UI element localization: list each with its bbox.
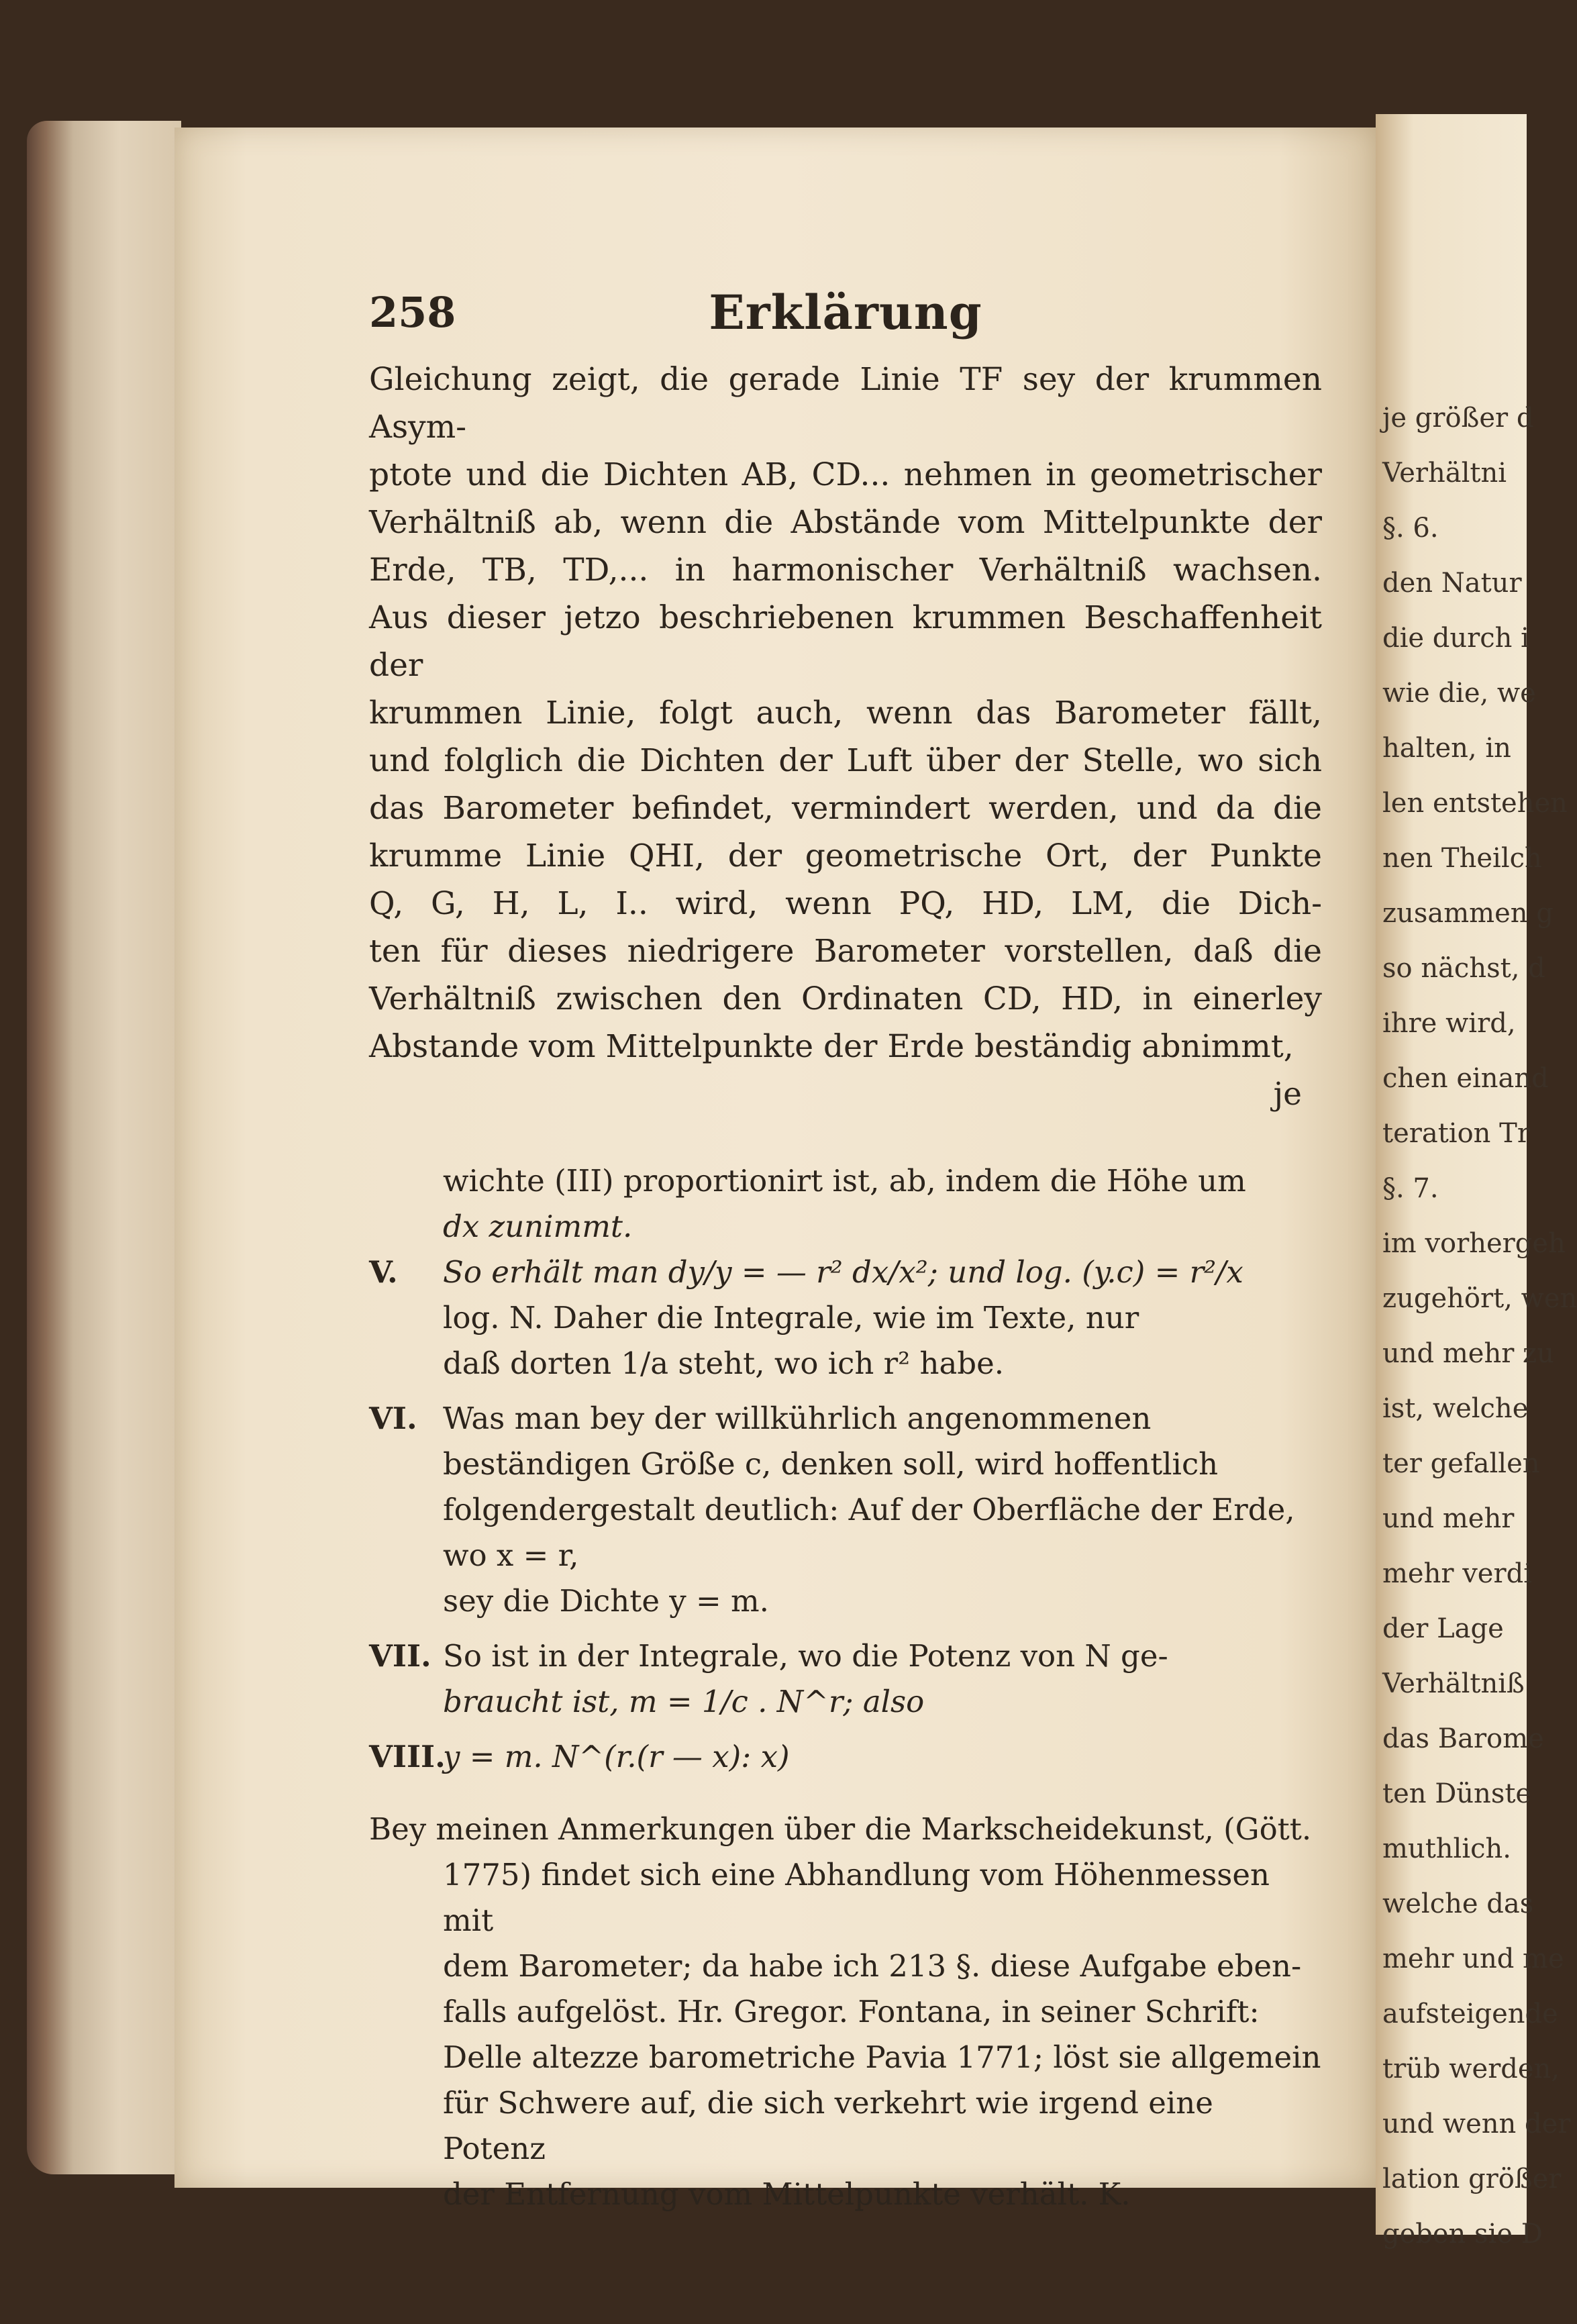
text-line: das Barometer befindet, vermindert werden, und da die (369, 790, 1322, 827)
facing-page-line: Verhältni (1382, 458, 1507, 489)
facing-page-line: aufsteigende (1382, 1999, 1558, 2029)
facing-page-line: die durch i (1382, 623, 1529, 654)
footnote-line: dem Barometer; da habe ich 213 §. diese Aufgabe eben- (443, 1948, 1302, 1984)
facing-page-line: ihre wird, (1382, 1008, 1516, 1039)
facing-page-line: und mehr (1382, 1503, 1515, 1534)
note-number: V. (369, 1254, 398, 1290)
facing-page-line: wie die, we (1382, 678, 1536, 709)
facing-page-line: halten, in (1382, 733, 1511, 764)
note-line: So erhält man dy/y = — r² dx/x²; und log. (y.c) = r²/x (443, 1254, 1243, 1290)
facing-page-line: je größer d (1382, 403, 1534, 434)
facing-page-line: Verhältniß (1382, 1668, 1525, 1699)
text-line: Verhältniß zwischen den Ordinaten CD, HD, in einerley (369, 980, 1322, 1017)
facing-page-line: muthlich. (1382, 1833, 1511, 1864)
facing-page-line: geben sie D (1382, 2219, 1543, 2250)
footnote-line: der Entfernung vom Mittelpunkte verhält. K. (443, 2176, 1131, 2212)
facing-page-line: len entstehen (1382, 788, 1568, 819)
footnote-line: falls aufgelöst. Hr. Gregor. Fontana, in seiner Schrift: (443, 1994, 1260, 2029)
facing-page-line: teration Tr (1382, 1118, 1530, 1149)
note-vi (369, 1396, 1322, 1624)
text-line: krumme Linie QHI, der geometrische Ort, der Punkte (369, 838, 1322, 874)
catchword: je (1273, 1076, 1302, 1113)
text-line: Aus dieser jetzo beschriebenen krummen Beschaffenheit der (369, 599, 1322, 684)
note-viii (369, 1734, 1322, 1780)
text-line: Erde, TB, TD,... in harmonischer Verhältniß wachsen. (369, 552, 1322, 589)
facing-page-line: das Barome (1382, 1723, 1544, 1754)
note-number: VIII. (369, 1739, 446, 1774)
note-line: wichte (III) proportionirt ist, ab, indem die Höhe um (443, 1163, 1246, 1199)
facing-page-line: ist, welche (1382, 1393, 1529, 1424)
note-line: dx zunimmt. (443, 1209, 633, 1244)
note-line: Was man bey der willkührlich angenommenen beständigen Größe c, denken soll, wird hoffentlich folgendergestalt deutlich: Auf der Oberfläche der Erde, wo x = r, (443, 1401, 1295, 1573)
note-line: sey die Dichte y = m. (443, 1583, 769, 1619)
note-v (369, 1250, 1322, 1386)
facing-page-line: der Lage (1382, 1613, 1504, 1644)
book-fore-edge (27, 121, 181, 2174)
facing-page-line: ten Dünste (1382, 1778, 1532, 1809)
facing-page-line: und mehr zu (1382, 1338, 1554, 1369)
facing-page-line: mehr verdi (1382, 1558, 1532, 1589)
note-number: VI. (369, 1401, 417, 1436)
facing-page-line: welche das (1382, 1888, 1534, 1919)
note-line: daß dorten 1/a steht, wo ich r² habe. (443, 1346, 1005, 1381)
facing-page-line: lation größer (1382, 2164, 1562, 2194)
facing-page-line: zusammen g (1382, 898, 1554, 929)
text-line: Gleichung zeigt, die gerade Linie TF sey der krummen Asym- (369, 361, 1322, 446)
page-number: 258 (369, 288, 456, 337)
facing-page-line: nen Theilch (1382, 843, 1542, 874)
page-header (369, 282, 1322, 356)
running-title: Erklärung (709, 285, 982, 340)
text-line: und folglich die Dichten der Luft über der Stelle, wo sich (369, 742, 1322, 779)
footnote-line: 1775) findet sich eine Abhandlung vom Höhenmessen mit (443, 1857, 1270, 1938)
text-line: ten für dieses niedrigere Barometer vorstellen, daß die (369, 933, 1322, 970)
text-line: Abstande vom Mittelpunkte der Erde beständig abnimmt, (369, 1028, 1294, 1065)
facing-page-line: so nächst, d (1382, 953, 1545, 984)
note-line: So ist in der Integrale, wo die Potenz von N ge- (443, 1638, 1168, 1674)
text-line: Verhältniß ab, wenn die Abstände vom Mittelpunkte der (369, 504, 1322, 541)
facing-page-line: und wenn der (1382, 2109, 1571, 2139)
text-line: ptote und die Dichten AB, CD... nehmen in geometrischer (369, 456, 1322, 493)
note-vii (369, 1633, 1322, 1725)
main-text (369, 356, 1322, 1118)
note-line: y = m. N^(r.(r — x): x) (443, 1739, 790, 1774)
note-number: VII. (369, 1638, 431, 1674)
note-continuation (369, 1158, 1322, 1250)
text-line: krummen Linie, folgt auch, wenn das Barometer fällt, (369, 695, 1322, 731)
facing-page-line: mehr und me (1382, 1943, 1564, 1974)
footnote-line: Delle altezze barometriche Pavia 1771; löst sie allgemein (443, 2039, 1321, 2075)
facing-page-line: den Natur (1382, 568, 1522, 599)
footnote-line: Bey meinen Anmerkungen über die Markscheidekunst, (Gött. (369, 1811, 1312, 1847)
note-line: braucht ist, m = 1/c . N^r; also (443, 1684, 925, 1719)
facing-page-line: im vorhergeh (1382, 1228, 1566, 1259)
facing-page-line: zugehört, wen (1382, 1283, 1577, 1314)
footnote-line: für Schwere auf, die sich verkehrt wie irgend eine Potenz (443, 2085, 1213, 2166)
text-line: Q, G, H, L, I.. wird, wenn PQ, HD, LM, die Dich- (369, 885, 1322, 922)
facing-page-line: chen einand (1382, 1063, 1549, 1094)
facing-page-line: trüb werden, (1382, 2054, 1560, 2084)
facing-page-fragment (1376, 114, 1577, 2250)
notes-section (369, 1158, 1322, 1780)
facing-page-line: §. 6. (1382, 513, 1439, 544)
footnote (369, 1807, 1322, 2217)
facing-page-line: ter gefallen (1382, 1448, 1540, 1479)
facing-page-line: §. 7. (1382, 1173, 1439, 1204)
note-line: log. N. Daher die Integrale, wie im Texte, nur (443, 1300, 1139, 1335)
page-content (369, 282, 1322, 2217)
